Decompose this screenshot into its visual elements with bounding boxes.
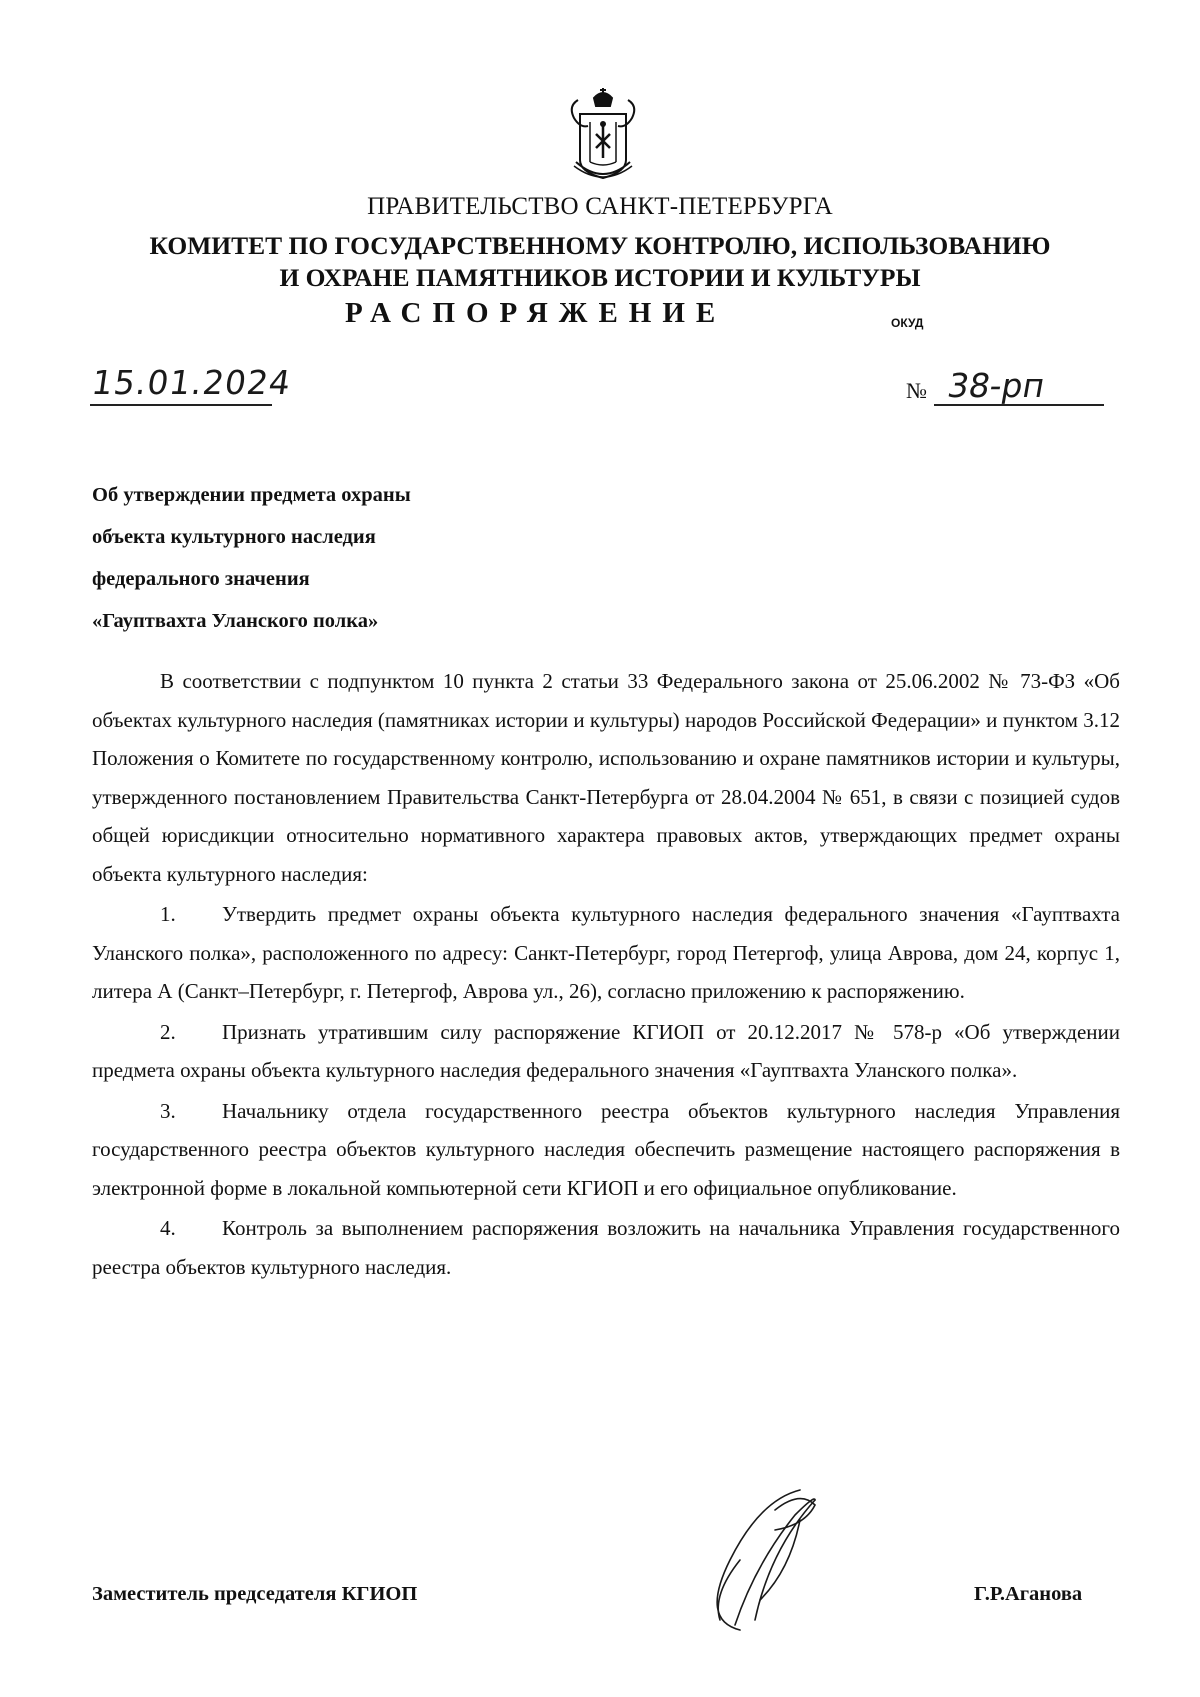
handwritten-signature bbox=[680, 1480, 880, 1640]
item-text: Начальнику отдела государственного реестра объектов культурного наследия Управления государственного реестра объектов культурного наследия обеспечить размещение настоящего распоряжения в электронной форме в локальной компьютерной сети КГИОП и его официальное опубликование. bbox=[92, 1098, 1120, 1200]
item-number: 2. bbox=[160, 1019, 176, 1044]
number-sign: № bbox=[906, 378, 927, 403]
title-line: «Гауптвахта Уланского полка» bbox=[92, 610, 379, 632]
government-name: ПРАВИТЕЛЬСТВО САНКТ-ПЕТЕРБУРГА bbox=[367, 193, 833, 220]
list-item bbox=[92, 895, 1120, 1011]
item-number: 3. bbox=[160, 1098, 176, 1123]
item-number: 1. bbox=[160, 902, 176, 926]
title-line: объекта культурного наследия bbox=[92, 526, 376, 548]
date-underline bbox=[90, 404, 272, 406]
item-text: Признать утратившим силу распоряжение КГИОП от 20.12.2017 № 578-р «Об утверждении предмета охраны объекта культурного наследия федерального значения «Гауптвахта Уланского полка». bbox=[92, 1019, 1120, 1082]
document-type: РАСПОРЯЖЕНИЕ bbox=[345, 297, 727, 329]
committee-name bbox=[0, 230, 1200, 294]
list-item bbox=[92, 1209, 1120, 1286]
signer-name: Г.Р.Аганова bbox=[974, 1583, 1083, 1605]
item-text: Контроль за выполнением распоряжения возложить на начальника Управления государственного реестра объектов культурного наследия. bbox=[92, 1216, 1120, 1279]
list-item bbox=[92, 1013, 1120, 1090]
item-text: Утвердить предмет охраны объекта культурного наследия федерального значения «Гауптвахта Уланского полка», расположенного по адресу: Санкт-Петербург, город Петергоф, улица Аврова, дом 24, корпус 1, литера А (Санкт–Петербург, г. Петергоф, Аврова ул., 26), согласно приложению к распоряжению. bbox=[92, 902, 1120, 1003]
signer-role: Заместитель председателя КГИОП bbox=[92, 1583, 418, 1605]
title-line: федерального значения bbox=[92, 568, 310, 590]
saint-petersburg-coat-of-arms-icon bbox=[560, 86, 646, 184]
committee-line-2: И ОХРАНЕ ПАМЯТНИКОВ ИСТОРИИ И КУЛЬТУРЫ bbox=[279, 263, 921, 292]
document-date: 15.01.2024 bbox=[89, 363, 294, 402]
okud-label: ОКУД bbox=[891, 316, 924, 330]
list-item bbox=[92, 1092, 1120, 1208]
committee-line-1: КОМИТЕТ ПО ГОСУДАРСТВЕННОМУ КОНТРОЛЮ, ИСПОЛЬЗОВАНИЮ bbox=[149, 231, 1051, 260]
document-title bbox=[92, 474, 411, 642]
title-line: Об утверждении предмета охраны bbox=[92, 484, 411, 506]
item-number: 4. bbox=[160, 1216, 176, 1240]
document-number: 38-рп bbox=[944, 366, 1048, 405]
number-underline bbox=[934, 404, 1104, 406]
preamble: В соответствии с подпунктом 10 пункта 2 статьи 33 Федерального закона от 25.06.2002 № 73-ФЗ «Об объектах культурного наследия (памятниках истории и культуры) народов Российской Федерации» и пунктом 3.12 Положения о Комитете по государственному контролю, использованию и охране памятников истории и культуры, утвержденного постановлением Правительства Санкт-Петербурга от 28.04.2004 № 651, в связи с позицией судов общей юрисдикции относительно нормативного характера правовых актов, утверждающих предмет охраны объекта культурного наследия: bbox=[92, 669, 1120, 886]
document-body bbox=[92, 662, 1120, 1286]
